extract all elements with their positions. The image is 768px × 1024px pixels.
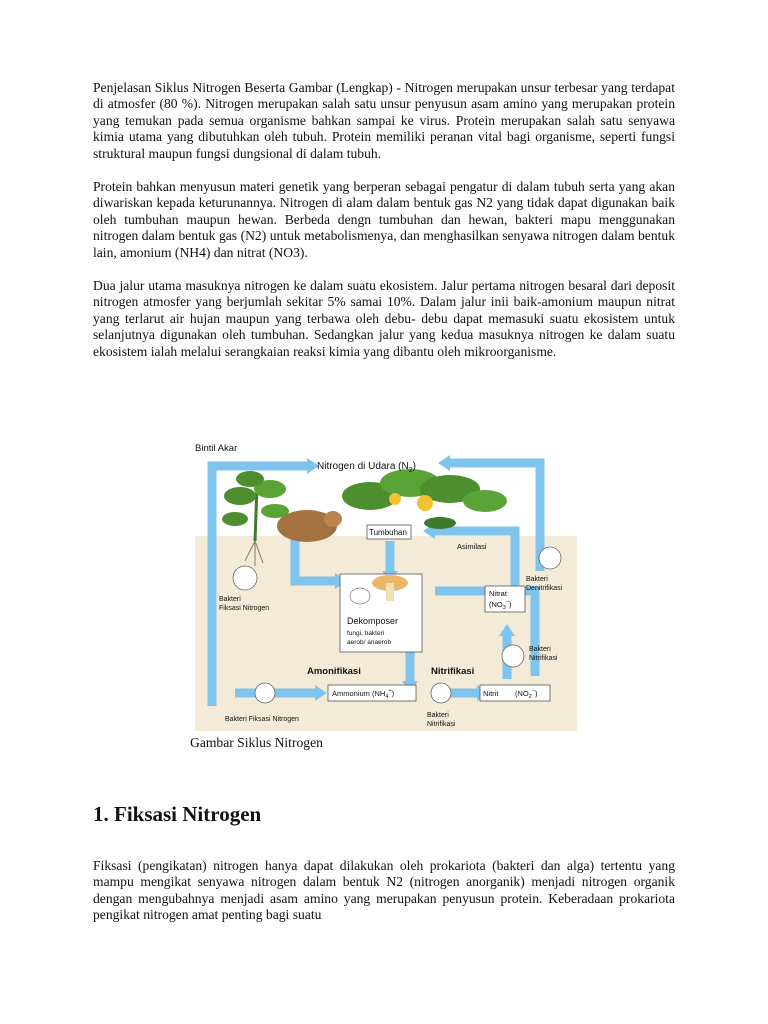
label-bakteri-fiksasi-2: Fiksasi Nitrogen xyxy=(219,605,270,612)
label-bakteri-fiksasi-1: Bakteri xyxy=(219,596,241,603)
label-bakteri-nitri-right-1: Bakteri xyxy=(529,646,551,653)
label-nitrogen-udara: Nitrogen di Udara $(N_2)$ xyxy=(317,461,416,474)
article-body xyxy=(93,80,675,377)
section-paragraph: Fiksasi (pengikatan) nitrogen hanya dapat dilakukan oleh prokariota (bakteri dan alga) tertentu yang mampu mengikat senyawa nitrogen dalam bentuk N2 (nitrogen anorganik) menjadi nitrogen organik dengan mengubahnya menjadi asam amino yang merupakan penyusun protein. Keberadaan prokariota pengikat nitrogen amat penting bagi suatu xyxy=(93,858,675,923)
label-dekomposer-sub-2: aerob/ anaerob xyxy=(347,639,392,646)
label-ammonium: Ammonium $(NH_4^+)$ xyxy=(332,688,395,700)
label-bakteri-fiksasi-bottom: Bakteri Fiksasi Nitrogen xyxy=(225,716,299,723)
label-bakteri-nitri-bottom-2: Nitrifikasi xyxy=(427,721,456,728)
bakteri-nitri-right-circle xyxy=(502,645,524,667)
intro-paragraph-1: Penjelasan Siklus Nitrogen Beserta Gambar (Lengkap) - Nitrogen merupakan unsur terbesar yang terdapat di atmosfer (80 %). Nitrogen merupakan salah satu unsur penyusun asam amino yang merupakan protein yang temukan pada semua organisme bahkan sampai ke virus. Protein merupakan salah satu senyawa kimia utama yang dibutuhkan oleh tubuh. Protein memiliki peranan vital bagi organisme, seperti fungsi struktural maupun fungsi dungsional di dalam tubuh. xyxy=(93,80,675,161)
figure-caption: Gambar Siklus Nitrogen xyxy=(190,735,323,750)
nitrogen-cycle-diagram xyxy=(195,441,577,731)
diagram-canvas xyxy=(195,441,577,731)
label-tumbuhan: Tumbuhan xyxy=(369,528,407,537)
intro-paragraph-2: Protein bahkan menyusun materi genetik yang berperan sebagai pengatur di dalam tubuh serta yang akan diwariskan kepada keturunannya. Nitrogen di alam dalam bentuk gas N2 yang tidak dapat digunakan baik oleh tumbuhan maupun hewan. Berbeda dengn tumbuhan dan hewan, bakteri mapu menggunakan nitrogen dalam bentuk gas (N2) untuk metabolismenya, dan menghasilkan senyawa nitrogen dalam bentuk lain, amonium (NH4) dan nitrat (NO3). xyxy=(93,179,675,260)
label-nitrat-1: Nitrat xyxy=(489,589,507,598)
bakteri-fiksasi-circle xyxy=(233,566,257,590)
label-bintil-akar: Bintil Akar xyxy=(195,443,238,454)
label-amonifikasi: Amonifikasi xyxy=(307,666,361,677)
label-bakteri-denit-2: Denitrifikasi xyxy=(526,585,563,592)
label-asimilasi: Asimilasi xyxy=(457,542,487,551)
label-bakteri-denit-1: Bakteri xyxy=(526,576,548,583)
label-nitrit-formula: $(NO_2^-)$ xyxy=(515,688,538,700)
label-nitrifikasi: Nitrifikasi xyxy=(431,666,475,677)
label-nitrit: Nitrit xyxy=(483,689,499,698)
intro-paragraph-3: Dua jalur utama masuknya nitrogen ke dalam suatu ekosistem. Jalur pertama nitrogen besaral dari deposit nitrogen atmosfer yang berjumlah sekitar 5% samai 10%. Dalam jalur inii baik-amonium maupun nitrat yang terlarut air hujan maupun yang terbawa oleh debu- debu dapat memasuki suatu ekosistem untuk selanjutnya digunakan oleh tumbuhan. Sedangkan jalur yang kedua masuknya nitrogen ke dalam suatu ekosistem ialah melalui serangkaian reaksi kimia yang dibantu oleh mikroorganisme. xyxy=(93,278,675,359)
label-nitrat-2: $(NO_3^-)$ xyxy=(489,599,512,611)
bakteri-denit-circle xyxy=(539,547,561,569)
label-bakteri-nitri-right-2: Nitrifikasi xyxy=(529,655,558,662)
section-heading: 1. Fiksasi Nitrogen xyxy=(93,802,262,826)
label-dekomposer: Dekomposer xyxy=(347,616,399,626)
label-dekomposer-sub-1: fungi, bakteri xyxy=(347,630,385,637)
bakteri-fiksasi-bottom-circle xyxy=(255,683,275,703)
bakteri-nitri-bottom-circle xyxy=(431,683,451,703)
label-bakteri-nitri-bottom-1: Bakteri xyxy=(427,712,449,719)
